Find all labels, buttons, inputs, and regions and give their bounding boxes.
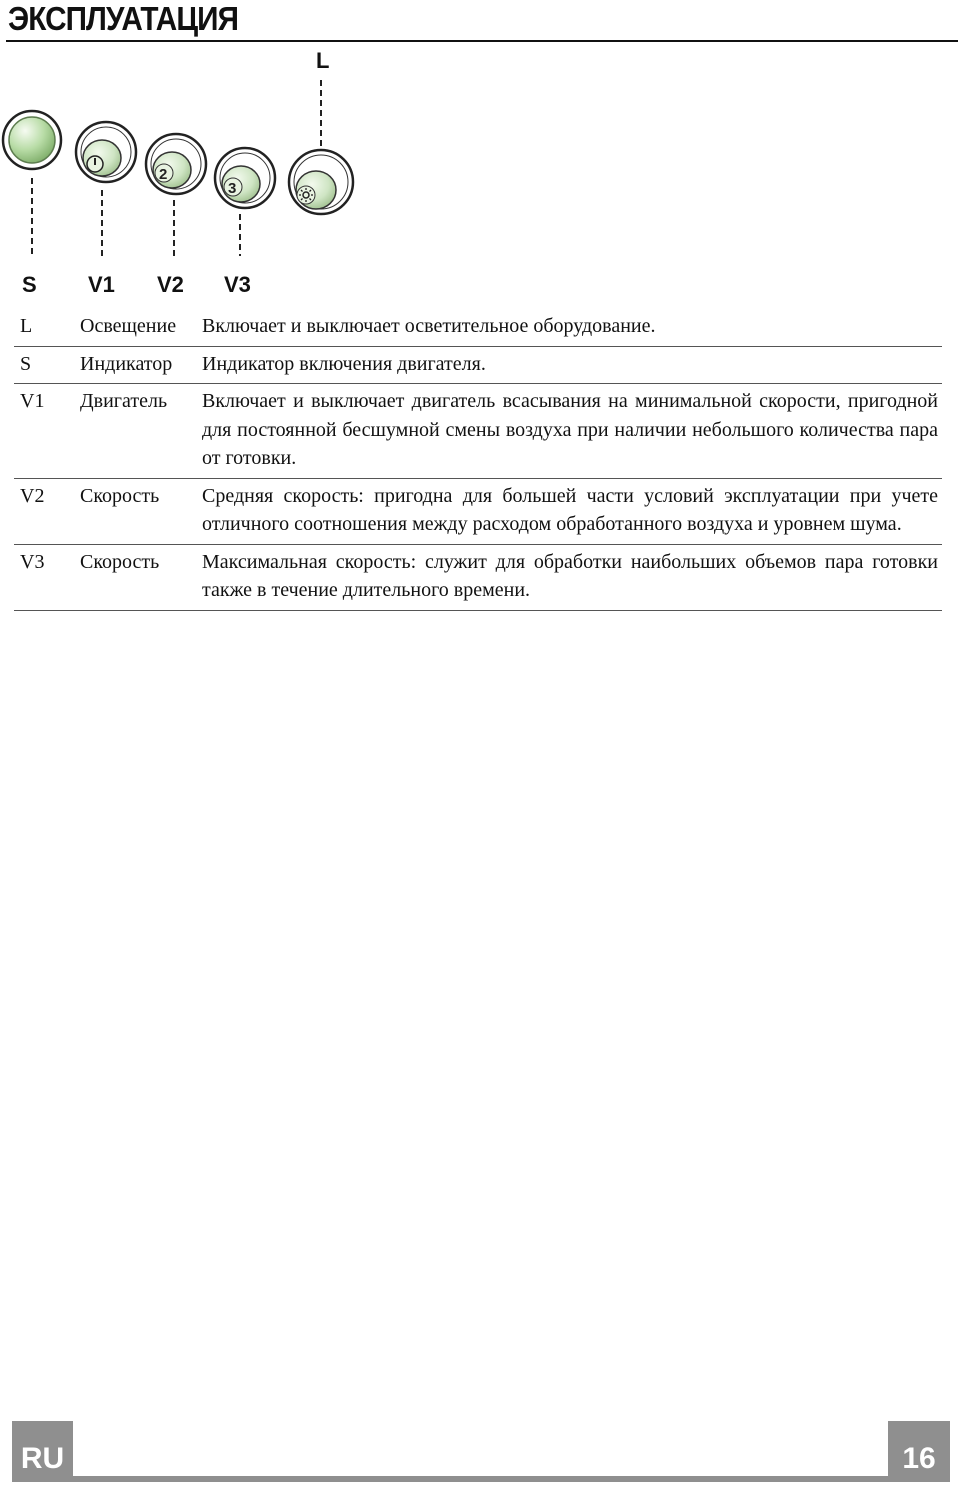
legend-code: V2 <box>20 484 45 507</box>
legend-row <box>14 545 942 611</box>
light-icon <box>297 186 315 204</box>
legend-name: Индикатор <box>80 352 173 375</box>
label-v2: V2 <box>157 272 184 297</box>
indicator-light-s <box>3 111 61 169</box>
legend-row <box>14 347 942 385</box>
button-v3[interactable] <box>215 148 275 208</box>
legend-row <box>14 479 942 545</box>
legend-code: V1 <box>20 390 45 412</box>
page-title: ЭКСПЛУАТАЦИЯ <box>8 0 239 37</box>
button-v2-number: 2 <box>159 166 168 183</box>
label-v3: V3 <box>224 272 251 297</box>
legend-row <box>14 384 942 479</box>
legend-code: L <box>20 315 33 337</box>
title-divider <box>6 40 958 42</box>
label-l: L <box>316 48 330 73</box>
legend-name: Скорость <box>80 484 160 507</box>
legend-description: Максимальная скорость: служит для обработки наибольших объемов пара готовки также в течение длительного времени. <box>202 550 938 601</box>
control-panel-diagram <box>0 44 400 304</box>
page-number: 16 <box>888 1421 950 1482</box>
button-l[interactable] <box>289 150 353 214</box>
legend-description: Средняя скорость: пригодна для большей части условий эксплуатации при учете отличного соотношения между расходом обработанного воздуха и уровнем шума. <box>202 484 938 535</box>
footer-divider <box>73 1476 888 1482</box>
label-s: S <box>22 272 37 297</box>
legend-description: Индикатор включения двигателя. <box>202 352 486 375</box>
button-v2[interactable] <box>146 134 206 194</box>
legend-name: Двигатель <box>80 390 168 412</box>
button-v1[interactable] <box>76 122 136 182</box>
legend-description: Включает и выключает осветительное оборудование. <box>202 315 656 337</box>
controls-legend <box>14 312 942 611</box>
legend-code: V3 <box>20 550 45 573</box>
legend-row <box>14 312 942 347</box>
legend-name: Освещение <box>80 315 177 337</box>
language-badge: RU <box>12 1421 73 1482</box>
legend-description: Включает и выключает двигатель всасывания на минимальной скорости, пригодной для постоянной бесшумной смены воздуха при наличии небольшого количества пара от готовки. <box>202 390 938 469</box>
power-icon <box>87 156 103 172</box>
legend-code: S <box>20 352 32 375</box>
label-v1: V1 <box>88 272 115 297</box>
legend-name: Скорость <box>80 550 160 573</box>
button-v3-number: 3 <box>228 180 237 197</box>
